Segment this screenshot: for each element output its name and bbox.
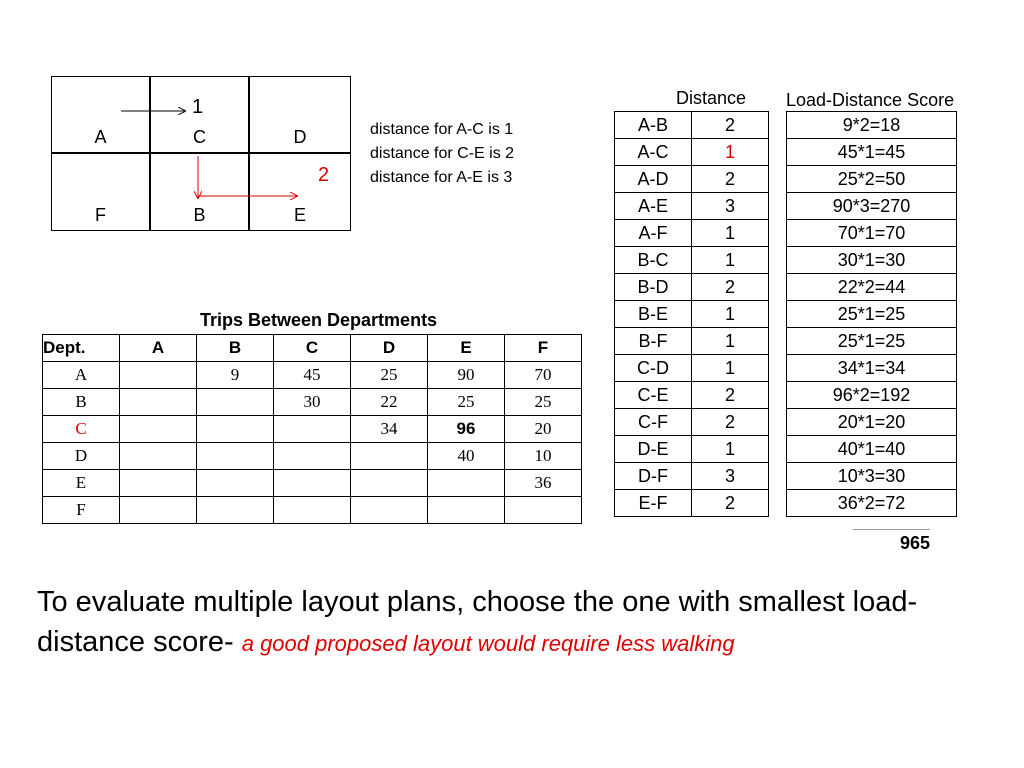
dept-label: A	[94, 127, 107, 147]
trips-cell: 25	[505, 389, 582, 416]
distance-cell: 2	[692, 490, 769, 517]
route-2-label: 2	[318, 164, 330, 186]
table-row	[787, 355, 957, 382]
table-row	[615, 139, 769, 166]
table-row	[787, 463, 957, 490]
trips-corner-header: Dept.	[43, 335, 120, 362]
pair-cell: B-D	[615, 274, 692, 301]
route-1-label: 1	[192, 96, 204, 118]
distance-cell: 2	[692, 166, 769, 193]
distance-cell: 1	[692, 436, 769, 463]
trips-cell: 22	[351, 389, 428, 416]
pair-cell: C-E	[615, 382, 692, 409]
trips-cell	[351, 443, 428, 470]
score-cell: 25*1=25	[787, 328, 957, 355]
table-row	[615, 355, 769, 382]
score-cell: 70*1=70	[787, 220, 957, 247]
trips-cell: 10	[505, 443, 582, 470]
table-row	[787, 490, 957, 517]
layout-grid	[51, 76, 351, 231]
distance-notes	[370, 118, 514, 190]
trips-cell: 40	[428, 443, 505, 470]
pair-cell: A-D	[615, 166, 692, 193]
table-row	[615, 193, 769, 220]
dept-label: D	[293, 127, 307, 147]
trips-cell: 20	[505, 416, 582, 443]
score-table	[786, 111, 957, 517]
trips-cell: 45	[274, 362, 351, 389]
trips-row-header: C	[43, 416, 120, 443]
score-cell: 90*3=270	[787, 193, 957, 220]
trips-cell: 9	[197, 362, 274, 389]
table-row	[43, 497, 582, 524]
distance-cell: 1	[692, 247, 769, 274]
table-row	[787, 193, 957, 220]
trips-col-header: A	[120, 335, 197, 362]
trips-cell	[428, 497, 505, 524]
score-cell: 9*2=18	[787, 112, 957, 139]
trips-cell	[120, 497, 197, 524]
table-row	[615, 247, 769, 274]
distance-table-header: Distance	[676, 88, 747, 108]
table-row	[787, 274, 957, 301]
distance-table	[614, 111, 769, 517]
table-row	[615, 463, 769, 490]
score-cell: 34*1=34	[787, 355, 957, 382]
distance-cell: 1	[692, 301, 769, 328]
trips-col-header: B	[197, 335, 274, 362]
trips-cell: 70	[505, 362, 582, 389]
trips-cell	[120, 416, 197, 443]
table-row	[43, 470, 582, 497]
dept-label: C	[193, 127, 206, 147]
distance-cell: 2	[692, 409, 769, 436]
trips-row-header: A	[43, 362, 120, 389]
conclusion-note: a good proposed layout would require less walking	[241, 631, 735, 656]
score-cell: 30*1=30	[787, 247, 957, 274]
table-row	[615, 274, 769, 301]
score-cell: 40*1=40	[787, 436, 957, 463]
pair-cell: E-F	[615, 490, 692, 517]
distance-cell: 1	[692, 355, 769, 382]
trips-cell: 30	[274, 389, 351, 416]
distance-cell: 2	[692, 112, 769, 139]
score-total: 965	[899, 533, 930, 553]
trips-cell	[351, 470, 428, 497]
dept-label: E	[293, 205, 306, 225]
trips-cell	[274, 470, 351, 497]
table-row	[615, 490, 769, 517]
trips-cell: 25	[351, 362, 428, 389]
score-cell: 36*2=72	[787, 490, 957, 517]
pair-cell: A-B	[615, 112, 692, 139]
total-divider	[853, 529, 930, 530]
trips-cell: 90	[428, 362, 505, 389]
table-row	[615, 301, 769, 328]
trips-cell	[120, 389, 197, 416]
pair-cell: B-E	[615, 301, 692, 328]
trips-cell	[197, 470, 274, 497]
score-cell: 45*1=45	[787, 139, 957, 166]
distance-cell: 2	[692, 382, 769, 409]
conclusion-text	[37, 582, 1007, 664]
distance-cell: 1	[692, 139, 769, 166]
dept-label: B	[193, 205, 206, 225]
table-row	[43, 362, 582, 389]
table-row	[615, 166, 769, 193]
trips-cell	[197, 416, 274, 443]
table-row	[43, 416, 582, 443]
pair-cell: A-E	[615, 193, 692, 220]
table-row	[43, 443, 582, 470]
trips-row-header: F	[43, 497, 120, 524]
table-row	[787, 166, 957, 193]
trips-cell-highlight: 96	[428, 416, 505, 443]
score-cell: 96*2=192	[787, 382, 957, 409]
table-row	[615, 112, 769, 139]
trips-table-title: Trips Between Departments	[200, 310, 438, 330]
table-row	[615, 220, 769, 247]
trips-cell	[120, 470, 197, 497]
table-row	[787, 382, 957, 409]
trips-row-header: B	[43, 389, 120, 416]
pair-cell: A-F	[615, 220, 692, 247]
table-row	[615, 436, 769, 463]
table-row	[787, 220, 957, 247]
trips-cell: 25	[428, 389, 505, 416]
distance-cell: 1	[692, 220, 769, 247]
score-cell: 22*2=44	[787, 274, 957, 301]
trips-cell	[505, 497, 582, 524]
trips-col-header: F	[505, 335, 582, 362]
trips-cell	[351, 497, 428, 524]
trips-cell: 36	[505, 470, 582, 497]
table-row	[787, 112, 957, 139]
score-cell: 25*1=25	[787, 301, 957, 328]
pair-cell: D-E	[615, 436, 692, 463]
table-row	[43, 389, 582, 416]
distance-note: distance for A-E is 3	[370, 169, 513, 186]
distance-cell: 3	[692, 193, 769, 220]
trips-cell	[197, 443, 274, 470]
trips-cell	[197, 497, 274, 524]
table-row	[787, 436, 957, 463]
dept-label: F	[95, 205, 106, 225]
score-cell: 10*3=30	[787, 463, 957, 490]
table-row	[787, 328, 957, 355]
trips-table	[42, 334, 582, 524]
distance-cell: 3	[692, 463, 769, 490]
trips-col-header: D	[351, 335, 428, 362]
table-row	[615, 382, 769, 409]
pair-cell: D-F	[615, 463, 692, 490]
trips-cell	[197, 389, 274, 416]
trips-cell	[274, 416, 351, 443]
table-row	[787, 409, 957, 436]
pair-cell: A-C	[615, 139, 692, 166]
conclusion-main: To evaluate multiple layout plans, choose the one with smallest load-distance score-	[37, 586, 918, 658]
pair-cell: C-F	[615, 409, 692, 436]
table-row	[787, 301, 957, 328]
table-row	[787, 139, 957, 166]
distance-note: distance for C-E is 2	[370, 145, 515, 162]
pair-cell: C-D	[615, 355, 692, 382]
table-row	[615, 328, 769, 355]
trips-cell	[120, 443, 197, 470]
score-cell: 25*2=50	[787, 166, 957, 193]
trips-col-header: C	[274, 335, 351, 362]
trips-header-row	[43, 335, 582, 362]
trips-row-header: D	[43, 443, 120, 470]
trips-row-header: E	[43, 470, 120, 497]
trips-col-header: E	[428, 335, 505, 362]
trips-cell	[120, 362, 197, 389]
score-table-header: Load-Distance Score	[786, 90, 955, 110]
table-row	[615, 409, 769, 436]
table-row	[787, 247, 957, 274]
trips-cell	[428, 470, 505, 497]
score-cell: 20*1=20	[787, 409, 957, 436]
trips-cell	[274, 497, 351, 524]
pair-cell: B-F	[615, 328, 692, 355]
trips-cell: 34	[351, 416, 428, 443]
pair-cell: B-C	[615, 247, 692, 274]
trips-cell	[274, 443, 351, 470]
distance-note: distance for A-C is 1	[370, 121, 514, 138]
distance-cell: 2	[692, 274, 769, 301]
distance-cell: 1	[692, 328, 769, 355]
